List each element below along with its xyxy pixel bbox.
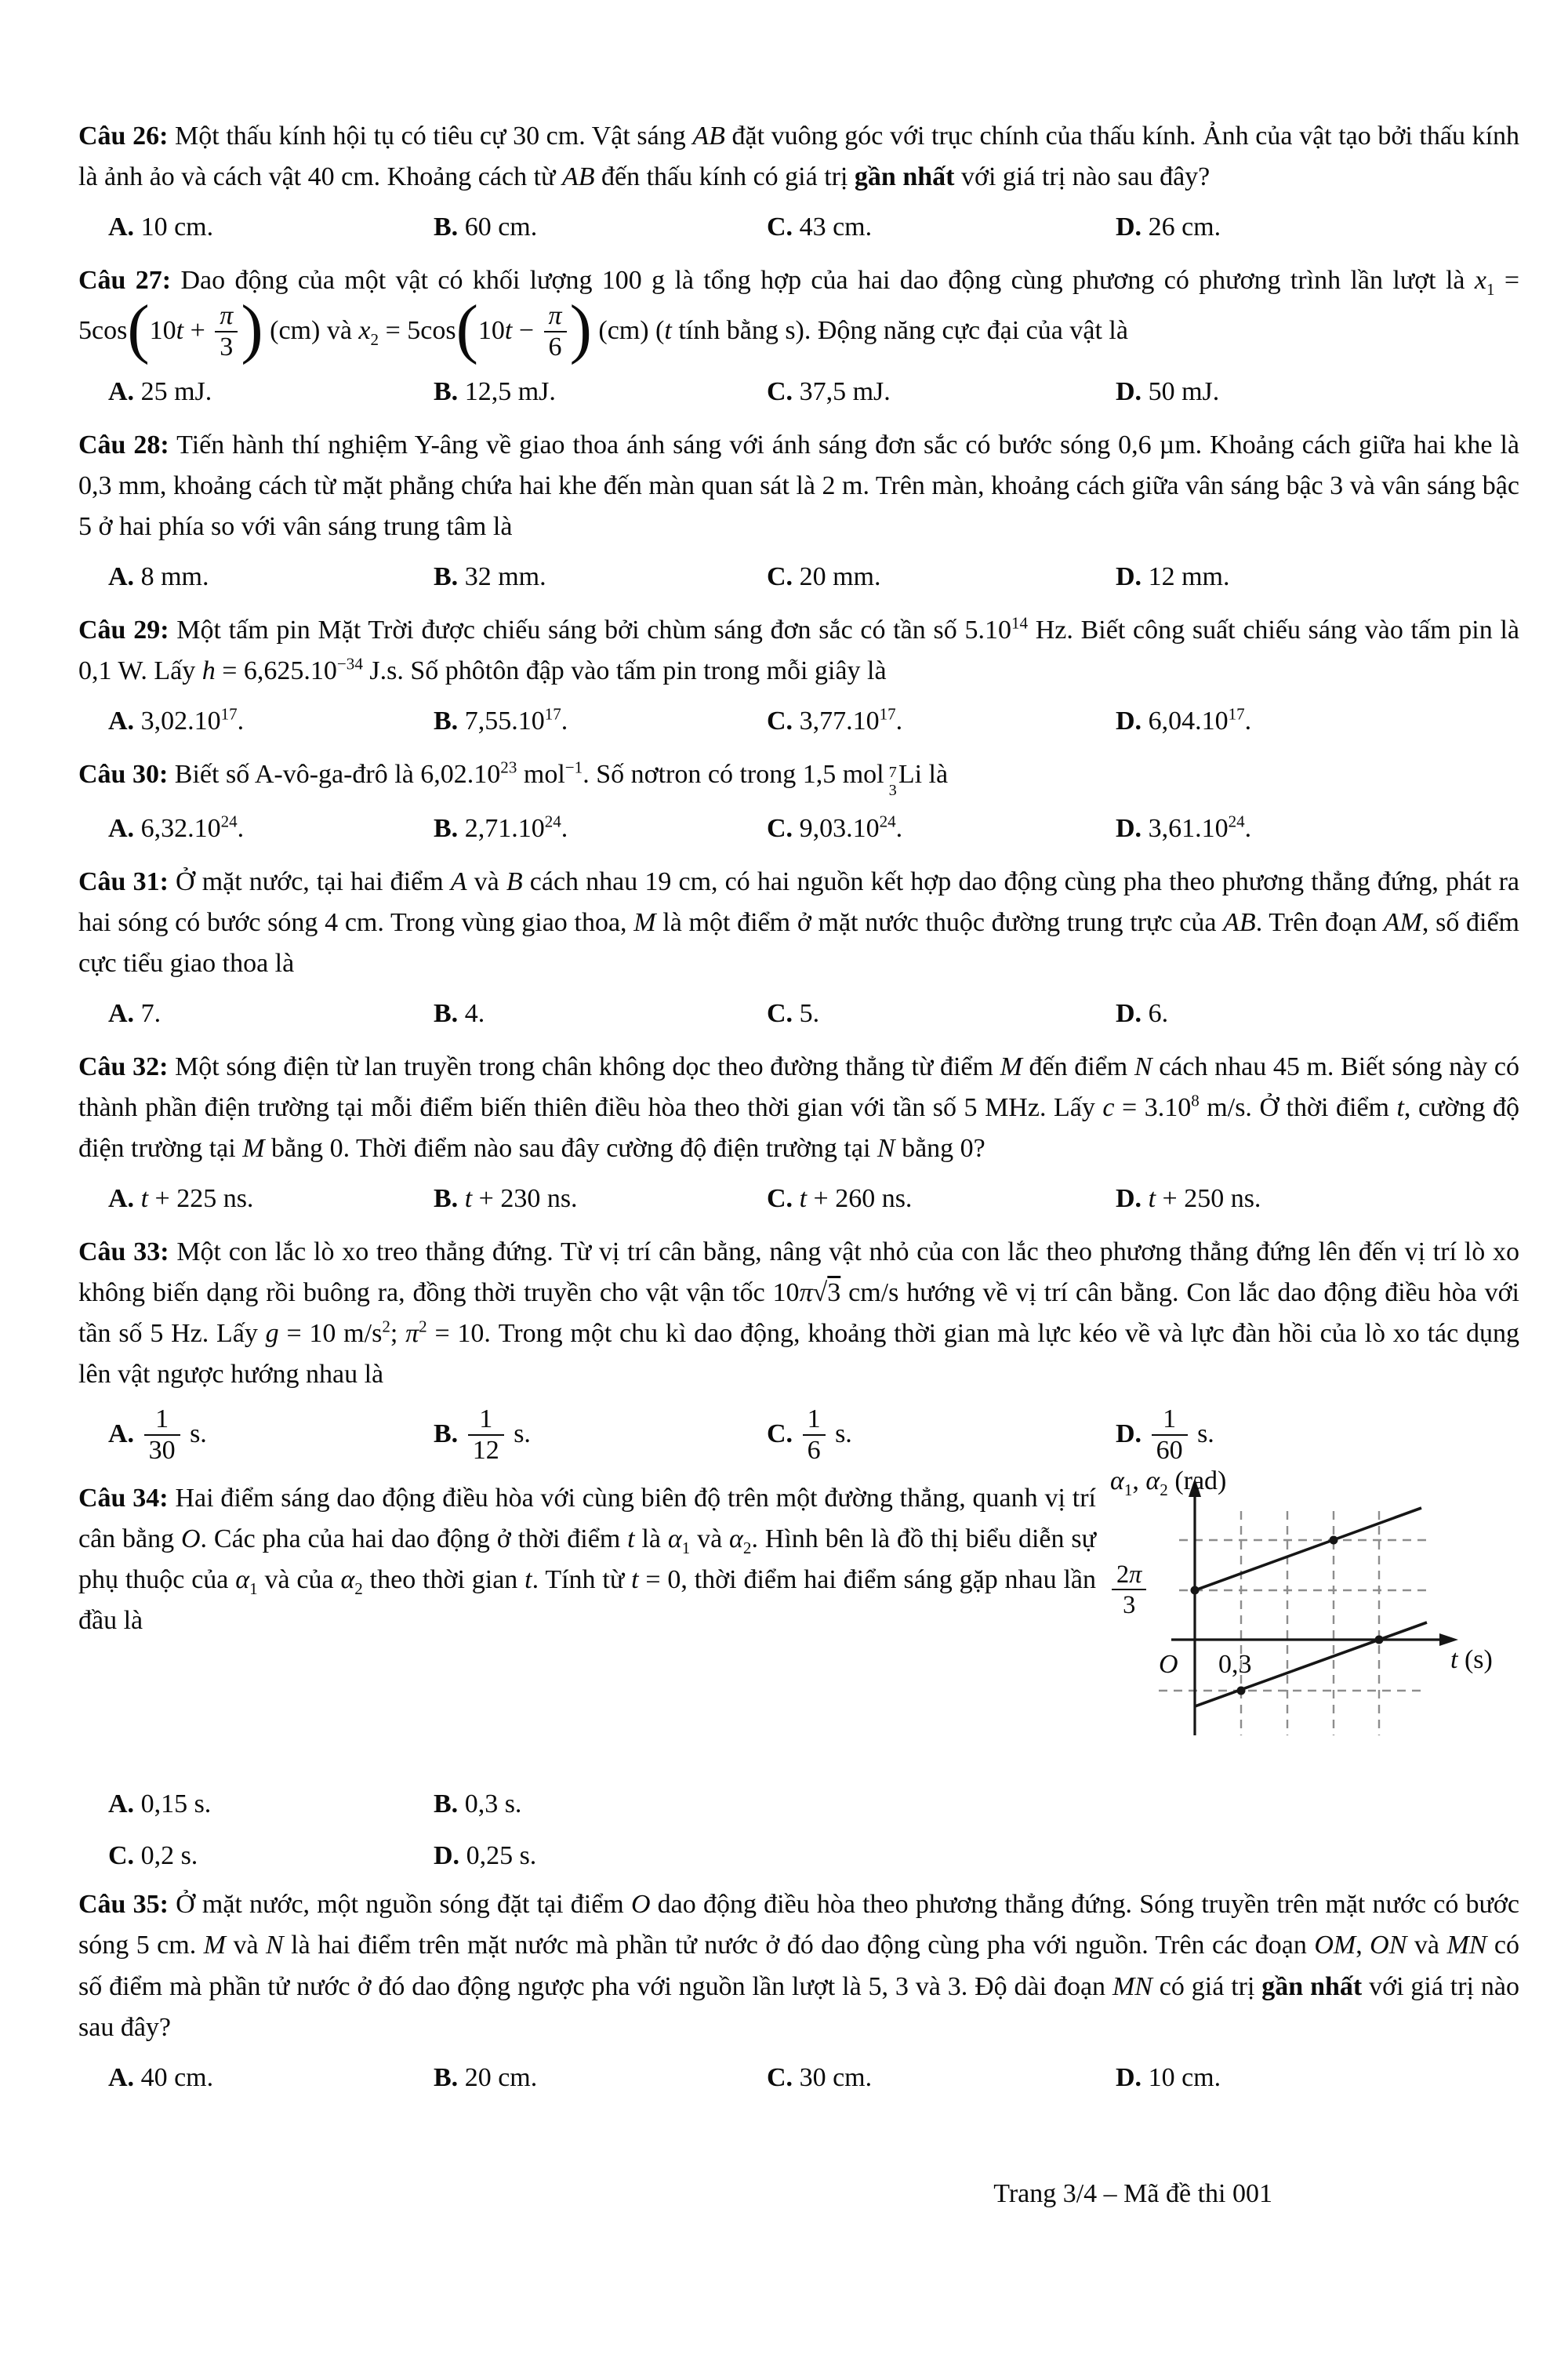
question-body: Một thấu kính hội tụ có tiêu cự 30 cm. Vật sáng AB đặt vuông góc với trục chính của thấu kính. Ảnh của vật tạo bởi thấu kính là ảnh ảo và cách vật 40 cm. Khoảng cách từ AB đến thấu kính có giá trị gần nhất với giá trị nào sau đây? [78, 122, 1520, 192]
question-body: Ở mặt nước, tại hai điểm A và B cách nhau 19 cm, có hai nguồn kết hợp dao động cùng pha theo phương thẳng đứng, phát ra hai sóng có bước sóng 4 cm. Trong vùng giao thoa, M là một điểm ở mặt nước thuộc đường trung trực của AB. Trên đoạn AM, số điểm cực tiểu giao thoa là [78, 867, 1520, 979]
option-c: C. 3,77.10$^{17}$. [767, 705, 903, 736]
question-body: Ở mặt nước, một nguồn sóng đặt tại điểm O dao động điều hòa theo phương thẳng đứng. Sóng truyền trên mặt nước có bước sóng 5 cm. M và N là hai điểm trên mặt nước mà phần tử nước ở đó dao động cùng pha với nguồn. Trên các đoạn OM, ON và MN có số điểm mà phần tử nước ở đó dao động ngược pha với nguồn lần lượt là 5, 3 và 3. Độ dài đoạn MN có giá trị gần nhất với giá trị nào sau đây? [78, 1890, 1520, 2042]
question-35 [78, 1884, 1519, 2098]
question-label: Câu 26: [78, 122, 169, 151]
option-c: C. 9,03.10$^{24}$. [767, 812, 903, 844]
question-label: Câu 34: [78, 1484, 169, 1513]
alpha1-line [1195, 1508, 1421, 1590]
question-28 [78, 425, 1519, 598]
question-text [78, 425, 1519, 547]
question-body: Hai điểm sáng dao động điều hòa với cùng biên độ trên một đường thẳng, quanh vị trí cân bằng O. Các pha của hai dao động ở thời điểm t là $\alpha_1$ và $\alpha_2$. Hình bên là đồ thị biểu diễn sự phụ thuộc của $\alpha_1$ và của $\alpha_2$ theo thời gian t. Tính từ t = 0, thời điểm hai điểm sáng gặp nhau lần đầu là [78, 1484, 1097, 1636]
question-29 [78, 610, 1519, 742]
option-b: B. 7,55.10$^{17}$. [434, 705, 568, 736]
question-label: Câu 28: [78, 431, 169, 460]
option-a: A. 7. [108, 999, 162, 1029]
option-b: B. 32 mm. [434, 562, 546, 592]
option-c: C. 37,5 mJ. [767, 377, 891, 407]
option-d: D. 12 mm. [1116, 562, 1230, 592]
question-30 [78, 754, 1519, 849]
question-text [78, 1884, 1519, 2047]
question-26 [78, 116, 1519, 248]
options-row [78, 701, 1519, 742]
option-d: D. t + 250 ns. [1116, 1184, 1261, 1214]
question-31 [78, 862, 1519, 1034]
option-d: D. 6,04.10$^{17}$. [1116, 705, 1252, 736]
option-d: D. 50 mJ. [1116, 377, 1220, 407]
question-text [78, 610, 1519, 692]
option-a: A. $\frac{1}{30}$ s. [108, 1404, 207, 1466]
question-text [78, 116, 1519, 198]
question-32 [78, 1047, 1519, 1219]
question-label: Câu 30: [78, 760, 169, 790]
option-a: A. 8 mm. [108, 562, 209, 592]
option-b: B. 4. [434, 999, 485, 1029]
options-row [78, 2058, 1519, 2098]
question-label: Câu 35: [78, 1890, 169, 1920]
option-c: C. 20 mm. [767, 562, 881, 592]
option-a: A. t + 225 ns. [108, 1184, 254, 1214]
options-row [78, 994, 1519, 1034]
option-a: A. 10 cm. [108, 213, 214, 242]
question-text [78, 1232, 1519, 1395]
options-row [78, 1179, 1519, 1219]
option-b: B. 12,5 mJ. [434, 377, 556, 407]
graph-origin-label: O [1159, 1650, 1178, 1680]
question-body: Biết số A-vô-ga-đrô là 6,02.10$^{23}$ mol$^{-1}$. Số nơtron có trong 1,5 mol 7 3 Li là [174, 758, 949, 799]
question-body: Một tấm pin Mặt Trời được chiếu sáng bởi chùm sáng đơn sắc có tần số 5.10$^{14}$ Hz. Biết công suất chiếu sáng vào tấm pin là 0,1 W. Lấy $h = 6,625.10^{-34}$ J.s. Số phôtôn đập vào tấm pin trong mỗi giây là [78, 613, 1519, 686]
option-b: B. 0,3 s. [434, 1789, 522, 1819]
options-row [78, 372, 1519, 412]
question-label: Câu 33: [78, 1237, 169, 1267]
phase-graph-canvas [1104, 1467, 1519, 1775]
options-row [78, 1404, 1519, 1466]
question-label: Câu 27: [78, 266, 172, 296]
question-label: Câu 31: [78, 867, 169, 897]
graph-x-tick-0-3: 0,3 [1218, 1650, 1252, 1680]
option-c: C. 30 cm. [767, 2062, 873, 2092]
option-d: D. 6. [1116, 999, 1169, 1029]
question-33 [78, 1232, 1519, 1466]
option-a: A. 6,32.10$^{24}$. [108, 812, 245, 844]
option-d: D. 26 cm. [1116, 213, 1221, 242]
graph-y-axis-label: $\alpha_1$, $\alpha_2$ (rad) [1110, 1466, 1227, 1500]
question-label: Câu 32: [78, 1052, 169, 1082]
option-d: D. 3,61.10$^{24}$. [1116, 812, 1252, 844]
question-label: Câu 29: [78, 616, 169, 645]
option-a: A. 0,15 s. [108, 1789, 212, 1819]
option-a: A. 3,02.10$^{17}$. [108, 705, 245, 736]
question-text [78, 1047, 1519, 1169]
option-c: C. 0,2 s. [108, 1841, 198, 1871]
question-34-layout [78, 1466, 1519, 1775]
option-b: B. 2,71.10$^{24}$. [434, 812, 568, 844]
question-body: Dao động của một vật có khối lượng 100 g là tổng hợp của hai dao động cùng phương có phương trình lần lượt là $x_1 = 5\cos(10t$ + $\frac{\pi}{3}$ ) (cm) và $x_2 = 5\cos(10t$ − $\frac{\pi}{6}$ ) (cm) (t tính bằng s). Động năng cực đại của vật là [78, 266, 1519, 366]
option-b: B. 60 cm. [434, 213, 538, 242]
option-c: C. $\frac{1}{6}$ s. [767, 1404, 852, 1466]
option-c: C. 5. [767, 999, 820, 1029]
option-d: D. 0,25 s. [434, 1841, 537, 1871]
phase-vs-time-graph [1104, 1467, 1519, 1775]
option-d: D. $\frac{1}{60}$ s. [1116, 1404, 1214, 1466]
question-34 [78, 1466, 1519, 1876]
question-body: Một con lắc lò xo treo thẳng đứng. Từ vị trí cân bằng, nâng vật nhỏ của con lắc theo phương thẳng đứng lên đến vị trí lò xo không biến dạng rồi buông ra, đồng thời truyền cho vật vận tốc 10π√3 cm/s hướng về vị trí cân bằng. Con lắc dao động điều hòa với tần số 5 Hz. Lấy g = 10 $m/s^2$; $\pi^2 = 10$. Trong một chu kì dao động, khoảng thời gian mà lực kéo về và lực đàn hồi của lò xo tác dụng lên vật ngược hướng nhau là [78, 1237, 1519, 1390]
option-d: D. 10 cm. [1116, 2062, 1221, 2092]
option-c: C. 43 cm. [767, 213, 873, 242]
option-a: A. 25 mJ. [108, 377, 212, 407]
question-body: Tiến hành thí nghiệm Y-âng về giao thoa ánh sáng với ánh sáng đơn sắc có bước sóng 0,6 µm. Khoảng cách giữa hai khe là 0,3 mm, khoảng cách từ mặt phẳng chứa hai khe đến màn quan sát là 2 m. Trên màn, khoảng cách giữa vân sáng bậc 3 và vân sáng bậc 5 ở hai phía so với vân sáng trung tâm là [78, 431, 1519, 542]
option-a: A. 40 cm. [108, 2062, 214, 2092]
question-27 [78, 260, 1519, 412]
question-body: Một sóng điện từ lan truyền trong chân không dọc theo đường thẳng từ điểm M đến điểm N cách nhau 45 m. Biết sóng này có thành phần điện trường tại mỗi điểm biến thiên điều hòa theo thời gian với tần số 5 MHz. Lấy $c = 3.10^8$ m/s. Ở thời điểm t, cường độ điện trường tại M bằng 0. Thời điểm nào sau đây cường độ điện trường tại N bằng 0? [78, 1052, 1519, 1164]
question-text [78, 260, 1519, 366]
option-b: B. 20 cm. [434, 2062, 538, 2092]
question-text [78, 1478, 1096, 1641]
options-row [78, 557, 1519, 598]
option-b: B. t + 230 ns. [434, 1184, 578, 1214]
options-row [78, 207, 1519, 248]
graph-y-tick-2pi-3: $\frac{2\pi}{3}$ [1109, 1560, 1149, 1618]
question-text [78, 754, 1519, 799]
options-row [78, 808, 1519, 849]
option-b: B. $\frac{1}{12}$ s. [434, 1404, 531, 1466]
page-footer: Trang 3/4 – Mã đề thi 001 [993, 2178, 1272, 2208]
question-text [78, 862, 1519, 984]
options-grid [78, 1784, 1519, 1876]
gridlines [1159, 1511, 1427, 1735]
graph-x-axis-label: t (s) [1450, 1645, 1493, 1675]
option-c: C. t + 260 ns. [767, 1184, 913, 1214]
